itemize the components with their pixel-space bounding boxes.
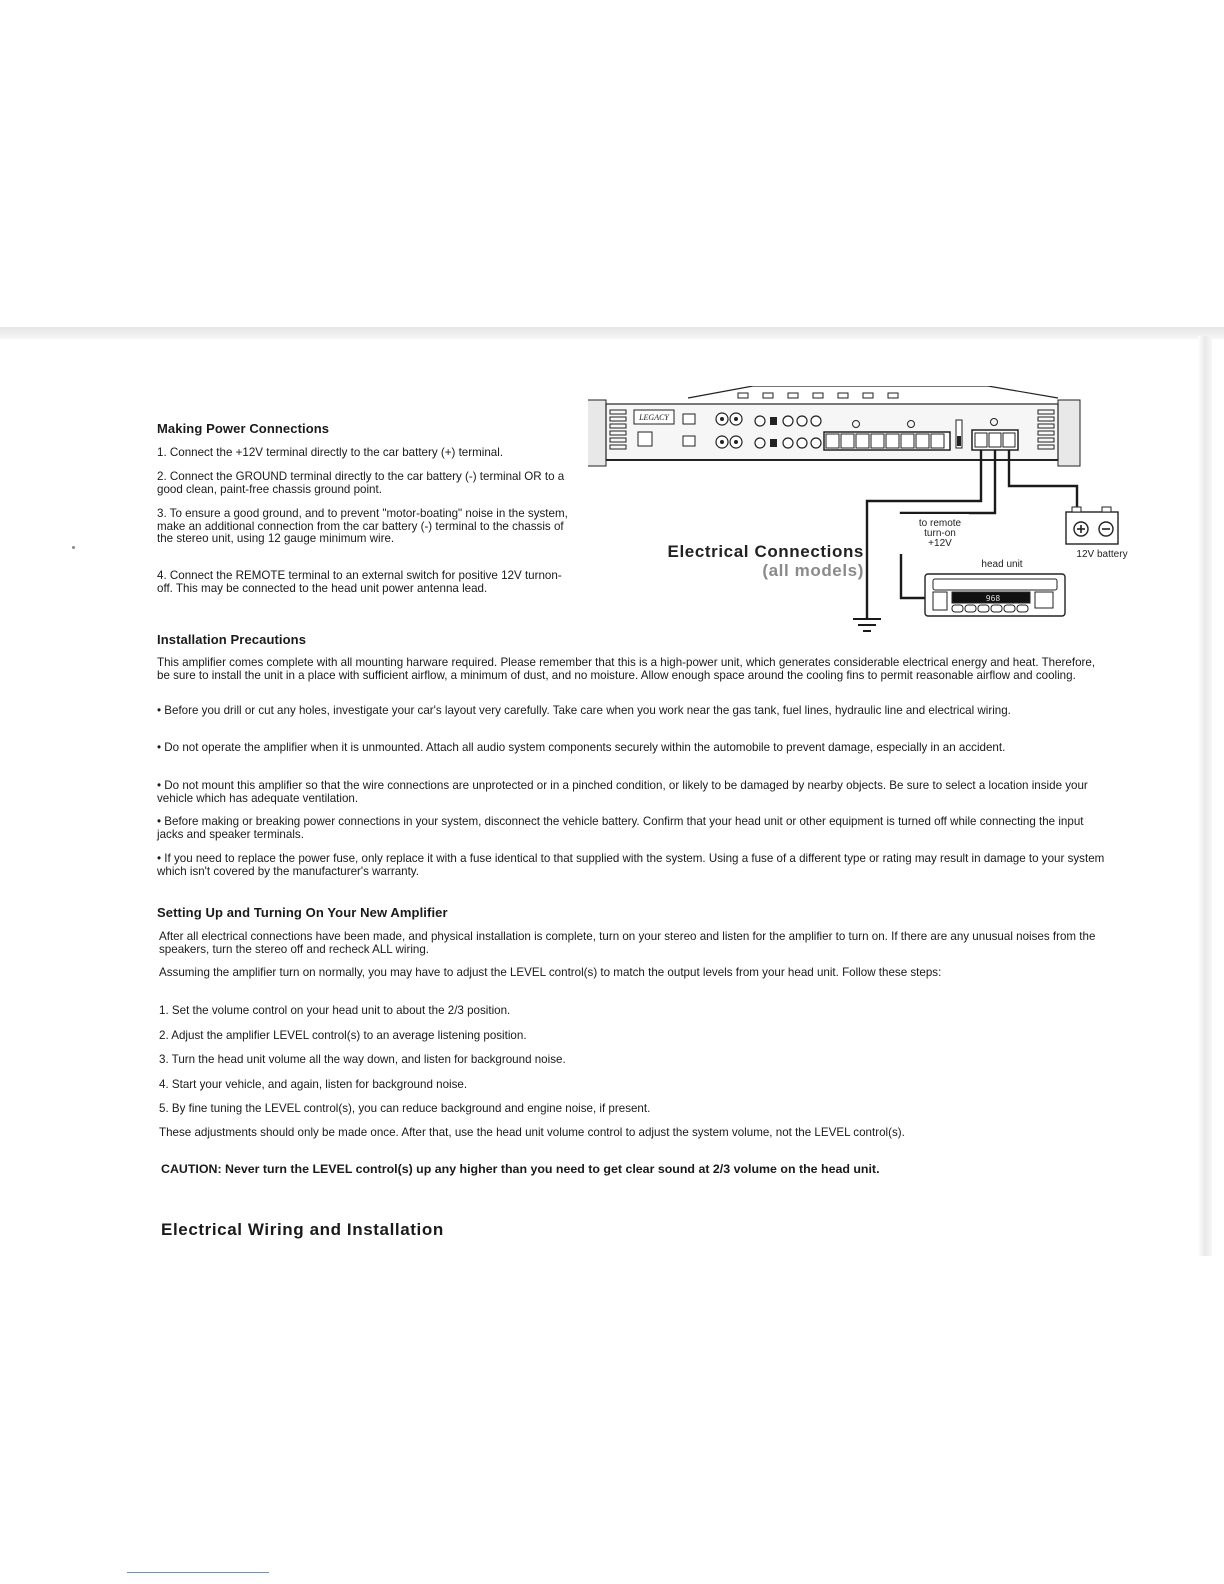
precautions-heading: Installation Precautions [157, 632, 307, 647]
remote-label-line-3: +12V [928, 538, 952, 549]
section-title: Electrical Wiring and Installation [161, 1220, 444, 1239]
diagram-title: Electrical Connections [667, 542, 864, 561]
remote-label-line-1: to remote [918, 518, 962, 529]
precaution-bullet: • Before you drill or cut any holes, investigate your car's layout very carefully. Take care when you work near the gas tank, fuel lines, hydraulic line and electrical wiring. [157, 704, 1011, 717]
setup-step-4: 4. Start your vehicle, and again, listen for background noise. [159, 1078, 468, 1091]
head-unit-label: head unit [981, 559, 1023, 570]
amplifier-wiring-diagram [588, 386, 1138, 648]
precaution-bullet: • Do not mount this amplifier so that the wire connections are unprotected or in a pinched condition, or likely to be damaged by nearby objects. Be sure to select a location inside your vehicle which has adequate ventilation. [157, 779, 1088, 805]
power-step-1: 1. Connect the +12V terminal directly to the car battery (+) terminal. [157, 446, 504, 459]
diagram-subtitle: (all models) [762, 561, 864, 580]
remote-label-line-2: turn-on [924, 528, 956, 539]
power-step-2: 2. Connect the GROUND terminal directly to the car battery (-) terminal OR to a good clean, paint-free chassis ground point. [157, 470, 565, 496]
footer-rule [127, 1572, 269, 1573]
power-connections-heading: Making Power Connections [157, 421, 330, 436]
power-step-4: 4. Connect the REMOTE terminal to an external switch for positive 12V turnon-off. This may be connected to the head unit power antenna lead. [157, 569, 562, 595]
setup-heading: Setting Up and Turning On Your New Amplifier [157, 905, 448, 920]
setup-step-1: 1. Set the volume control on your head unit to about the 2/3 position. [159, 1004, 511, 1017]
precautions-intro: This amplifier comes complete with all mounting harware required. Please remember that this is a high-power unit, which generates considerable electrical energy and heat. Therefore, be sure to install the unit in a place with sufficient airflow, a minimum of dust, and no moisture. Allow enough space around the cooling fins to permit reasonable airflow and cooling. [157, 656, 1096, 682]
precaution-bullet: • If you need to replace the power fuse, only replace it with a fuse identical to that supplied with the system. Using a fuse of a different type or rating may result in damage to your system which isn't covered by the manufacturer's warranty. [157, 852, 1105, 878]
setup-closing: These adjustments should only be made once. After that, use the head unit volume control to adjust the system volume, not the LEVEL control(s). [159, 1126, 905, 1139]
precaution-bullet: • Do not operate the amplifier when it is unmounted. Attach all audio system components securely within the automobile to prevent damage, especially in an accident. [157, 741, 1006, 754]
caution-note: CAUTION: Never turn the LEVEL control(s) up any higher than you need to get clear sound at 2/3 volume on the head unit. [161, 1162, 880, 1176]
precaution-bullet: • Before making or breaking power connections in your system, disconnect the vehicle battery. Confirm that your head unit or other equipment is turned off while connecting the input jacks and speaker terminals. [157, 815, 1084, 841]
setup-step-5: 5. By fine tuning the LEVEL control(s), you can reduce background and engine noise, if present. [159, 1102, 651, 1115]
head-unit-display-readout: 968 [985, 594, 1001, 603]
brand-logo: LEGACY [639, 413, 669, 422]
power-step-3: 3. To ensure a good ground, and to prevent "motor-boating" noise in the system, make an additional connection from the car battery (-) terminal to the chassis of the stereo unit, using 12 gauge minimum wire. [157, 507, 568, 545]
setup-step-3: 3. Turn the head unit volume all the way down, and listen for background noise. [159, 1053, 566, 1066]
setup-paragraph-2: Assuming the amplifier turn on normally, you may have to adjust the LEVEL control(s) to match the output levels from your head unit. Follow these steps: [159, 966, 942, 979]
scan-speck [72, 546, 75, 549]
setup-paragraph-1: After all electrical connections have been made, and physical installation is complete, turn on your stereo and listen for the amplifier to turn on. If there are any unusual noises from the speakers, turn the stereo off and recheck ALL wiring. [159, 930, 1096, 956]
setup-step-2: 2. Adjust the amplifier LEVEL control(s) to an average listening position. [159, 1029, 527, 1042]
battery-label: 12V battery [1076, 549, 1128, 560]
